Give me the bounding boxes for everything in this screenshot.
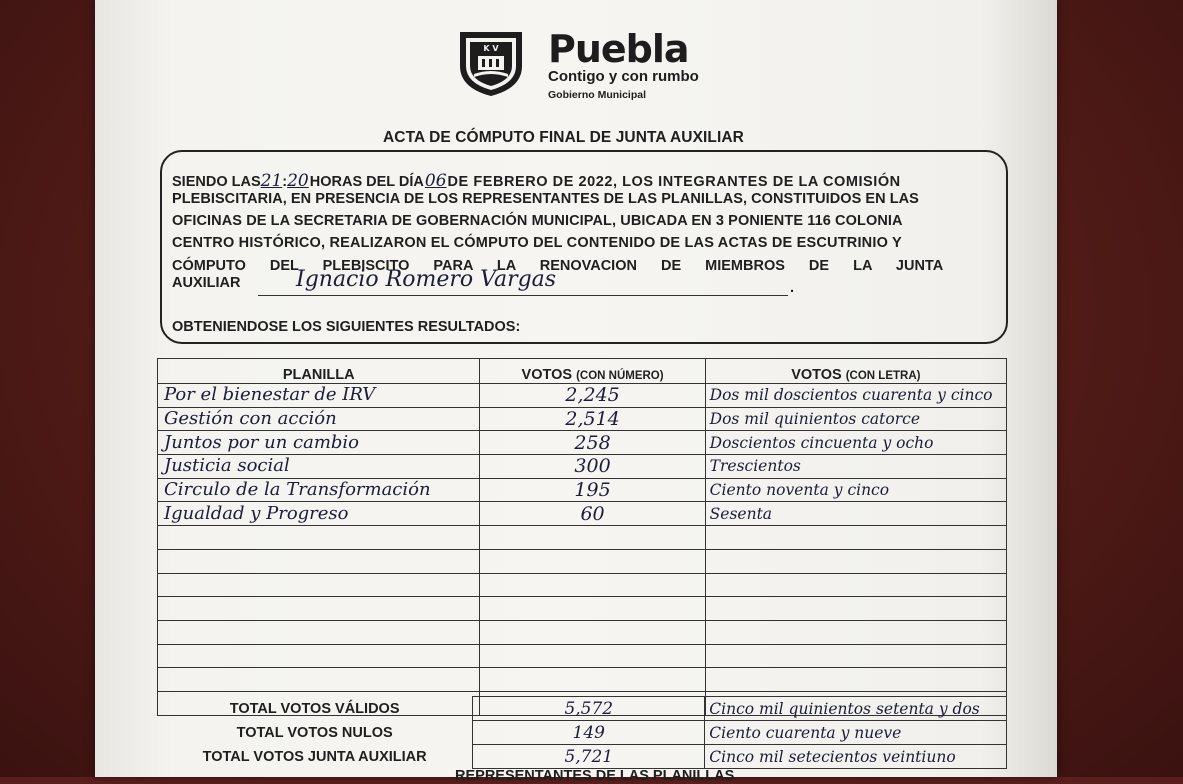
body-line-5: CÓMPUTO DEL PLEBISCITO PARA LA RENOVACION DE MIEMBROS DE LA JUNTA xyxy=(172,258,944,274)
table-row xyxy=(158,384,1007,408)
totals-table xyxy=(157,696,1007,769)
auxiliary-name-line xyxy=(258,295,788,296)
header-votos-numero xyxy=(480,359,705,384)
votes-number-cell xyxy=(480,573,705,597)
table-row xyxy=(158,644,1007,668)
representatives-heading: REPRESENTANTES DE LAS PLANILLAS xyxy=(455,768,735,784)
votes-number-cell: 258 xyxy=(480,431,705,455)
votes-number-cell xyxy=(480,549,705,573)
table-row xyxy=(158,549,1007,573)
body-line-6-end: . xyxy=(790,280,795,296)
header-votos-label: VOTOS xyxy=(521,367,573,383)
results-table xyxy=(157,358,1007,716)
table-row xyxy=(158,573,1007,597)
header-planilla: PLANILLA xyxy=(158,359,480,384)
planilla-cell xyxy=(158,526,480,550)
table-row xyxy=(158,455,1007,479)
total-number: 5,572 xyxy=(473,697,705,721)
votes-number-cell: 195 xyxy=(480,478,705,502)
table-row xyxy=(158,502,1007,526)
hour-hours: 21 xyxy=(260,171,283,191)
brand-subtitle: Gobierno Municipal xyxy=(548,89,647,101)
planilla-cell xyxy=(158,573,480,597)
body-line-2: PLEBISCITARIA, EN PRESENCIA DE LOS REPRESENTANTES DE LAS PLANILLAS, CONSTITUIDOS EN LAS xyxy=(172,191,919,207)
header-votos-sub: (CON NÚMERO) xyxy=(576,370,664,382)
votes-letter-cell: Trescientos xyxy=(705,455,1006,479)
total-label: TOTAL VOTOS VÁLIDOS xyxy=(229,700,400,717)
planilla-cell xyxy=(158,597,480,621)
table-row xyxy=(158,407,1007,431)
votes-letter-cell: Doscientos cincuenta y ocho xyxy=(705,431,1006,455)
total-label: TOTAL VOTOS JUNTA AUXILIAR xyxy=(202,748,427,765)
table-row xyxy=(158,668,1007,692)
totals-row xyxy=(157,721,1007,745)
planilla-cell: Por el bienestar de IRV xyxy=(158,384,480,408)
shield-letters: K V xyxy=(483,44,499,53)
planilla-cell xyxy=(158,620,480,644)
table-row xyxy=(158,620,1007,644)
brand-name: Puebla xyxy=(548,27,689,71)
votes-letter-cell: Dos mil doscientos cuarenta y cinco xyxy=(705,384,1006,408)
planilla-cell: Igualdad y Progreso xyxy=(158,502,480,526)
planilla-cell xyxy=(158,668,480,692)
totals-row xyxy=(157,745,1007,769)
votes-letter-cell xyxy=(705,597,1006,621)
votes-number-cell xyxy=(480,597,705,621)
total-number: 5,721 xyxy=(473,745,705,769)
header-votos-letra xyxy=(705,359,1006,384)
votes-letter-cell: Sesenta xyxy=(705,502,1006,526)
votes-letter-cell xyxy=(705,620,1006,644)
votes-number-cell xyxy=(480,644,705,668)
total-letter: Cinco mil quinientos setenta y dos xyxy=(705,697,1007,721)
planilla-cell xyxy=(158,644,480,668)
hour-minutes: 20 xyxy=(287,171,309,191)
votes-number-cell: 2,245 xyxy=(480,384,705,408)
brand-tagline: Contigo y con rumbo xyxy=(548,68,699,85)
table-header-row xyxy=(158,359,1007,384)
votes-number-cell: 2,514 xyxy=(480,407,705,431)
body-line-3: OFICINAS DE LA SECRETARIA DE GOBERNACIÓN MUNICIPAL, UBICADA EN 3 PONIENTE 116 COLONIA xyxy=(172,213,903,229)
table-row xyxy=(158,526,1007,550)
puebla-shield-logo-icon xyxy=(456,26,526,98)
table-row xyxy=(158,478,1007,502)
votes-letter-cell xyxy=(705,644,1006,668)
planilla-cell xyxy=(158,549,480,573)
body-text: HORAS DEL DÍA xyxy=(309,174,424,190)
header-votos-sub: (CON LETRA) xyxy=(845,370,921,382)
results-label: OBTENIENDOSE LOS SIGUIENTES RESULTADOS: xyxy=(172,319,521,335)
votes-number-cell xyxy=(480,620,705,644)
brand-block xyxy=(548,28,699,102)
votes-number-cell: 60 xyxy=(480,502,705,526)
votes-letter-cell xyxy=(705,573,1006,597)
header-votos-label: VOTOS xyxy=(791,367,842,383)
total-label: TOTAL VOTOS NULOS xyxy=(236,724,393,741)
table-row xyxy=(158,597,1007,621)
planilla-cell: Juntos por un cambio xyxy=(158,431,480,455)
votes-letter-cell xyxy=(705,668,1006,692)
votes-letter-cell xyxy=(705,549,1006,573)
body-text: SIENDO LAS xyxy=(172,174,261,190)
total-letter: Cinco mil setecientos veintiuno xyxy=(705,745,1007,769)
body-line-6-label: AUXILIAR xyxy=(172,275,241,291)
votes-letter-cell: Ciento noventa y cinco xyxy=(705,478,1006,502)
body-text: DE FEBRERO DE 2022, LOS INTEGRANTES DE LA COMISIÓN xyxy=(447,174,901,190)
auxiliary-name: Ignacio Romero Vargas xyxy=(296,267,557,292)
votes-number-cell: 300 xyxy=(480,455,705,479)
table-row xyxy=(158,431,1007,455)
day-value: 06 xyxy=(424,171,447,191)
document-title: ACTA DE CÓMPUTO FINAL DE JUNTA AUXILIAR xyxy=(383,129,744,146)
votes-number-cell xyxy=(480,668,705,692)
votes-letter-cell xyxy=(705,526,1006,550)
body-line-4: CENTRO HISTÓRICO, REALIZARON EL CÓMPUTO DEL CONTENIDO DE LAS ACTAS DE ESCUTRINIO Y xyxy=(172,235,902,251)
planilla-cell: Gestión con acción xyxy=(158,407,480,431)
votes-number-cell xyxy=(480,526,705,550)
hour-separator: : xyxy=(282,174,288,190)
planilla-cell: Circulo de la Transformación xyxy=(158,478,480,502)
total-number: 149 xyxy=(473,721,705,745)
body-line-1 xyxy=(172,171,901,191)
planilla-cell: Justicia social xyxy=(158,455,480,479)
votes-letter-cell: Dos mil quinientos catorce xyxy=(705,407,1006,431)
total-letter: Ciento cuarenta y nueve xyxy=(705,721,1007,745)
totals-row xyxy=(157,697,1007,721)
